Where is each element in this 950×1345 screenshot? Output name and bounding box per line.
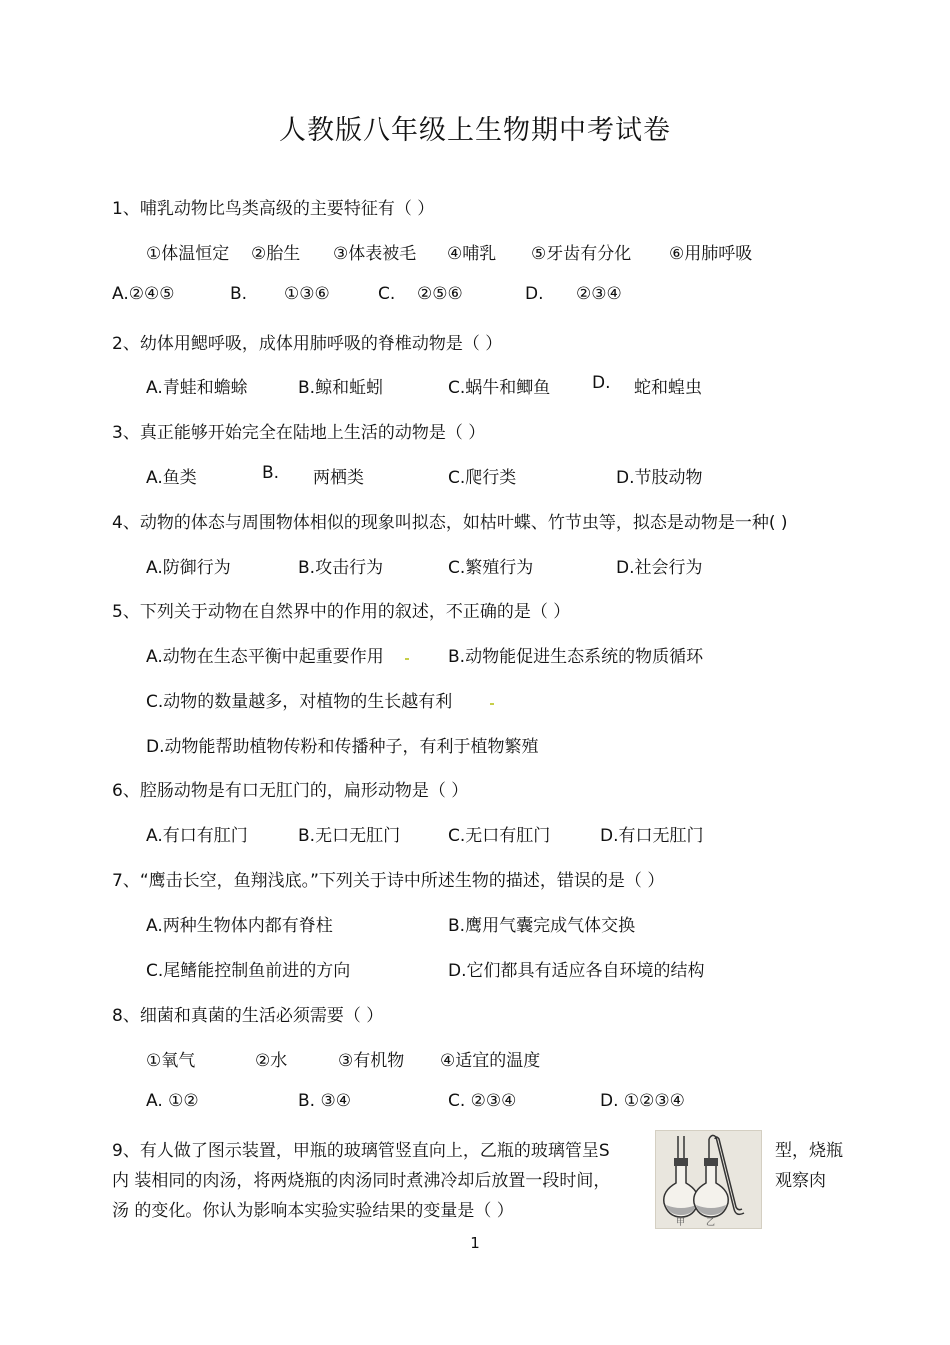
q7-option-c: C.尾鳍能控制鱼前进的方向 — [146, 961, 351, 981]
question-8-stem: 8、细菌和真菌的生活必须需要（ ） — [112, 1006, 384, 1026]
q4-option-d: D.社会行为 — [616, 558, 703, 578]
q3-option-c: C.爬行类 — [448, 468, 517, 488]
q4-option-a: A.防御行为 — [146, 558, 231, 578]
q8-item-1: ①氧气 — [146, 1051, 196, 1071]
question-1-stem: 1、哺乳动物比鸟类高级的主要特征有（ ） — [112, 199, 435, 219]
q3-option-d: D.节肢动物 — [616, 468, 703, 488]
q1-option-a: A.②④⑤ — [112, 284, 175, 304]
q1-item-4: ④哺乳 — [447, 244, 497, 264]
q8-option-a: A. ①② — [146, 1091, 199, 1111]
page-title: 人教版八年级上生物期中考试卷 — [279, 115, 671, 146]
q1-item-6: ⑥用肺呼吸 — [669, 244, 753, 264]
flask-illustration — [656, 1131, 761, 1228]
question-9-stem-right-1: 型，烧瓶 — [775, 1141, 843, 1161]
question-4-stem: 4、动物的体态与周围物体相似的现象叫拟态，如枯叶蝶、竹节虫等，拟态是动物是一种( ) — [112, 513, 788, 533]
q2-option-b: B.鲸和蚯蚓 — [298, 378, 384, 398]
question-5-stem: 5、下列关于动物在自然界中的作用的叙述，不正确的是（ ） — [112, 602, 571, 622]
q5-option-b: B.动物能促进生态系统的物质循环 — [448, 647, 704, 667]
q6-option-d: D.有口无肛门 — [600, 826, 704, 846]
scan-mark — [490, 703, 494, 705]
q2-option-c: C.蜗牛和鲫鱼 — [448, 378, 551, 398]
q1-item-2: ②胎生 — [251, 244, 301, 264]
flask-experiment-figure — [655, 1130, 762, 1229]
figure-label-jia: 甲 — [676, 1218, 686, 1228]
q1-item-1: ①体温恒定 — [146, 244, 230, 264]
q6-option-c: C.无口有肛门 — [448, 826, 551, 846]
q8-option-b: B. ③④ — [298, 1091, 351, 1111]
figure-label-yi: 乙 — [706, 1218, 716, 1228]
q2-option-d: 蛇和蝗虫 — [634, 378, 702, 398]
q5-option-c: C.动物的数量越多，对植物的生长越有利 — [146, 692, 453, 712]
q3-option-a: A.鱼类 — [146, 468, 197, 488]
q2-option-d-letter: D. — [592, 373, 611, 393]
question-7-stem: 7、“鹰击长空，鱼翔浅底。”下列关于诗中所述生物的描述，错误的是（ ） — [112, 871, 665, 891]
question-9-stem-line-1: 9、有人做了图示装置，甲瓶的玻璃管竖直向上，乙瓶的玻璃管呈S — [112, 1141, 610, 1161]
question-9-stem-line-3: 汤 的变化。你认为影响本实验实验结果的变量是（ ） — [112, 1201, 514, 1221]
q3-option-b: 两栖类 — [313, 468, 364, 488]
q4-option-b: B.攻击行为 — [298, 558, 384, 578]
q6-option-b: B.无口无肛门 — [298, 826, 401, 846]
scan-mark — [405, 658, 409, 660]
q1-item-5: ⑤牙齿有分化 — [531, 244, 632, 264]
question-3-stem: 3、真正能够开始完全在陆地上生活的动物是（ ） — [112, 423, 486, 443]
q7-option-a: A.两种生物体内都有脊柱 — [146, 916, 333, 936]
q2-option-a: A.青蛙和蟾蜍 — [146, 378, 248, 398]
q3-option-b-letter: B. — [262, 463, 280, 483]
q7-option-d: D.它们都具有适应各自环境的结构 — [448, 961, 705, 981]
q8-item-3: ③有机物 — [338, 1051, 405, 1071]
q1-option-c-letter: C. — [378, 284, 396, 304]
q5-option-d: D.动物能帮助植物传粉和传播种子，有利于植物繁殖 — [146, 737, 539, 757]
q8-item-4: ④适宜的温度 — [440, 1051, 541, 1071]
q1-option-b-letter: B. — [230, 284, 248, 304]
q4-option-c: C.繁殖行为 — [448, 558, 534, 578]
q8-item-2: ②水 — [255, 1051, 288, 1071]
question-9-stem-right-2: 观察肉 — [775, 1171, 826, 1191]
q8-option-c: C. ②③④ — [448, 1091, 517, 1111]
q5-option-a: A.动物在生态平衡中起重要作用 — [146, 647, 384, 667]
question-6-stem: 6、腔肠动物是有口无肛门的，扁形动物是（ ） — [112, 781, 469, 801]
q1-option-d-letter: D. — [525, 284, 544, 304]
question-9-stem-line-2: 内 装相同的肉汤，将两烧瓶的肉汤同时煮沸冷却后放置一段时间， — [112, 1171, 611, 1191]
question-2-stem: 2、幼体用鳃呼吸，成体用肺呼吸的脊椎动物是（ ） — [112, 334, 503, 354]
q1-item-3: ③体表被毛 — [333, 244, 417, 264]
q1-option-d: ②③④ — [576, 284, 622, 304]
q1-option-c: ②⑤⑥ — [417, 284, 463, 304]
q8-option-d: D. ①②③④ — [600, 1091, 685, 1111]
q7-option-b: B.鹰用气囊完成气体交换 — [448, 916, 636, 936]
page-number: 1 — [470, 1234, 480, 1252]
q1-option-b: ①③⑥ — [284, 284, 330, 304]
q6-option-a: A.有口有肛门 — [146, 826, 248, 846]
